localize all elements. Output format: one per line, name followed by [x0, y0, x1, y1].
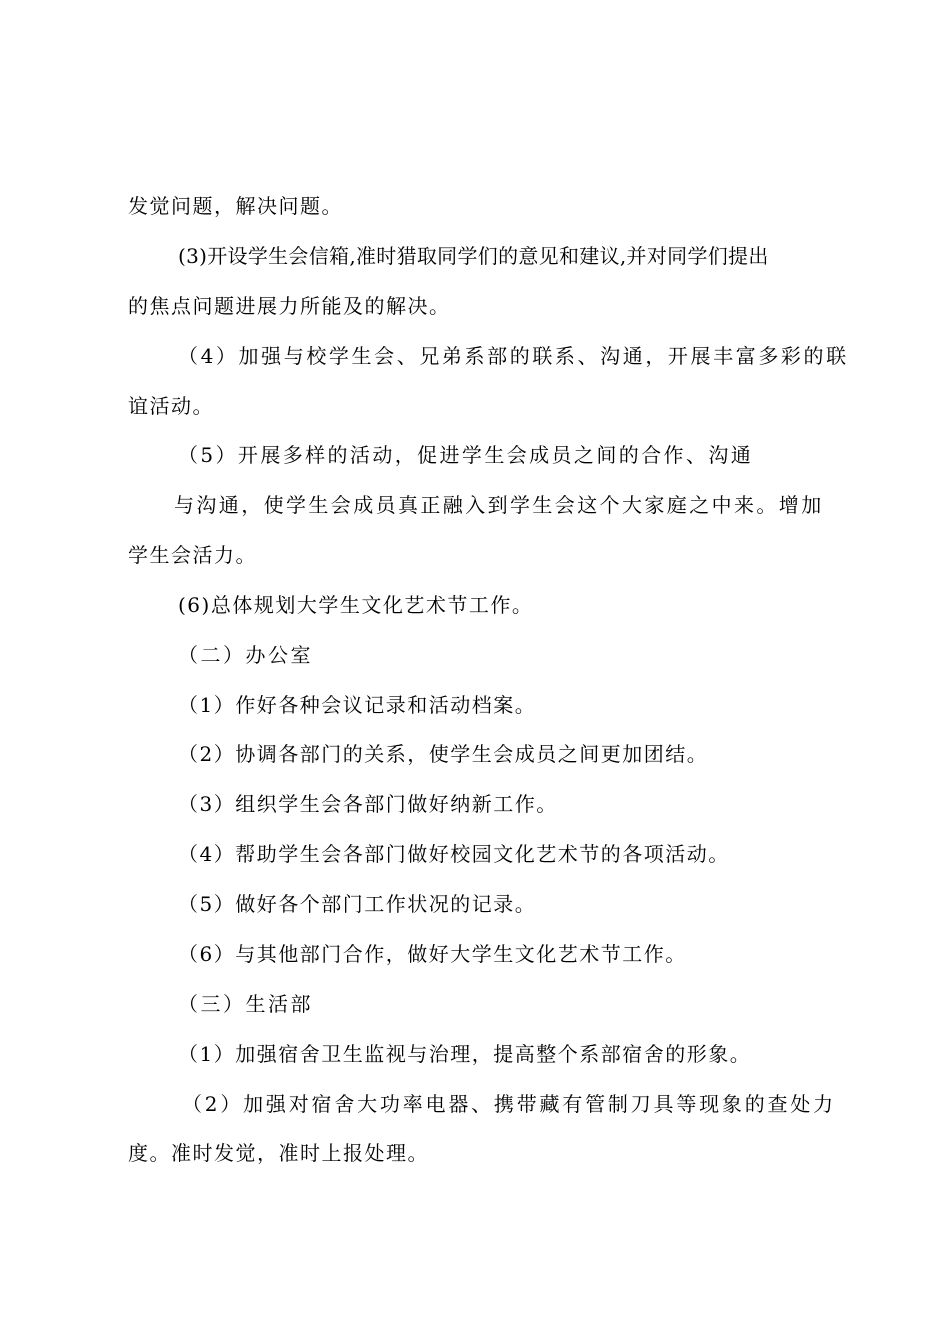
text-line-8: 学生会活力。 [128, 543, 257, 567]
text-line-12: （2）协调各部门的关系，使学生会成员之间更加团结。 [178, 742, 709, 766]
text-line-14: （4）帮助学生会各部门做好校园文化艺术节的各项活动。 [178, 842, 730, 866]
text-line-3: 的焦点问题进展力所能及的解决。 [128, 294, 451, 318]
text-line-5: 谊活动。 [128, 394, 214, 418]
section-heading-office: （二）办公室 [178, 643, 313, 667]
text-line-18: （1）加强宿舍卫生监视与治理，提高整个系部宿舍的形象。 [178, 1042, 752, 1066]
text-line-6: （5）开展多样的活动，促进学生会成员之间的合作、沟通 [178, 443, 754, 467]
text-line-7: 与沟通，使学生会成员真正融入到学生会这个大家庭之中来。增加 [174, 493, 824, 517]
text-line-19: （2）加强对宿舍大功率电器、携带藏有管制刀具等现象的查处力 [182, 1092, 836, 1116]
text-line-13: （3）组织学生会各部门做好纳新工作。 [178, 792, 558, 816]
text-line-2: (3)开设学生会信箱,准时猎取同学们的意见和建议,并对同学们提出 [178, 244, 769, 268]
text-line-20: 度。准时发觉，准时上报处理。 [128, 1141, 429, 1165]
text-line-16: （6）与其他部门合作，做好大学生文化艺术节工作。 [178, 942, 687, 966]
text-line-4: （4）加强与校学生会、兄弟系部的联系、沟通，开展丰富多彩的联 [178, 344, 849, 368]
text-line-15: （5）做好各个部门工作状况的记录。 [178, 892, 537, 916]
text-line-9: (6)总体规划大学生文化艺术节工作。 [178, 593, 534, 617]
text-line-11: （1）作好各种会议记录和活动档案。 [178, 693, 537, 717]
section-heading-life: （三）生活部 [178, 992, 313, 1016]
text-line-1: 发觉问题，解决问题。 [128, 194, 343, 218]
